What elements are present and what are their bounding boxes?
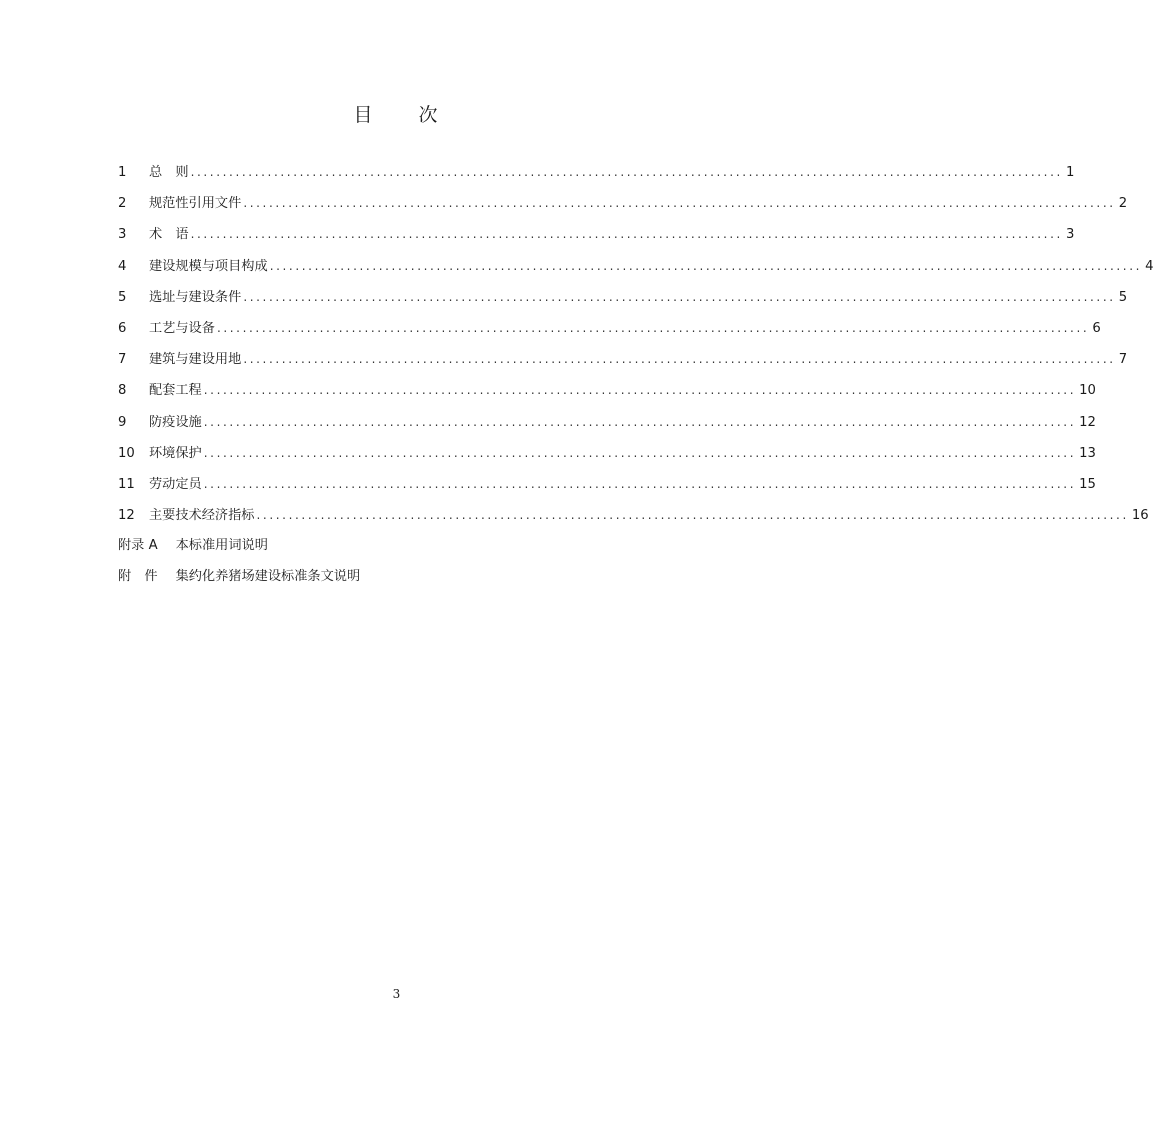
appendix-prefix: 附录 A	[118, 538, 158, 554]
table-of-contents	[118, 162, 1153, 599]
toc-entry-label: 总 则	[149, 165, 189, 180]
toc-entry-number: 9	[118, 414, 127, 430]
toc-entry-page: 4	[1145, 258, 1153, 274]
toc-entry-number: 5	[118, 289, 127, 305]
toc-entry-page: 7	[1118, 352, 1128, 368]
page-title	[0, 100, 793, 127]
toc-entry-page: 6	[1092, 320, 1101, 336]
toc-entry-7[interactable]	[118, 349, 1128, 380]
toc-entry-page: 12	[1079, 414, 1096, 430]
toc-entry-label: 环境保护	[149, 445, 202, 461]
toc-leader-dots: ........................................................................................................................................	[203, 476, 1077, 491]
toc-entry-label: 主要技术经济指标	[149, 508, 255, 524]
toc-entry-label: 规范性引用文件	[149, 196, 242, 212]
toc-attachment[interactable]	[118, 567, 675, 598]
toc-entry-label: 防疫设施	[149, 414, 202, 430]
appendix-label: 本标准用词说明	[175, 538, 268, 554]
attachment-prefix: 附 件	[118, 569, 158, 585]
toc-entry-number: 3	[118, 227, 127, 243]
toc-entry-8[interactable]	[118, 380, 1096, 411]
toc-leader-dots: ........................................................................................................................................	[203, 445, 1077, 460]
toc-entry-label: 工艺与设备	[149, 320, 215, 336]
toc-entry-page: 2	[1118, 196, 1128, 212]
toc-entry-page: 15	[1079, 476, 1096, 492]
toc-entry-label: 配套工程	[149, 383, 202, 399]
toc-entry-2[interactable]	[118, 193, 1128, 224]
toc-leader-dots: ........................................................................................................................................	[256, 508, 1129, 523]
toc-entry-number: 6	[118, 320, 127, 336]
toc-entry-label: 劳动定员	[149, 476, 202, 492]
toc-entry-9[interactable]	[118, 412, 1096, 443]
page-title-char-1: 目	[353, 104, 375, 126]
toc-leader-dots: ........................................................................................................................................	[269, 258, 1143, 273]
toc-entry-number: 2	[118, 196, 127, 212]
toc-entry-label: 建筑与建设用地	[149, 352, 242, 368]
toc-entry-number: 1	[118, 165, 127, 180]
toc-entry-number: 4	[118, 258, 127, 274]
toc-entry-10[interactable]	[118, 443, 1096, 474]
toc-entry-12[interactable]	[118, 505, 1149, 536]
page-number: 3	[392, 987, 401, 1001]
toc-leader-dots: ........................................................................................................................................	[190, 227, 1063, 242]
toc-entry-3[interactable]	[118, 224, 1075, 255]
toc-entry-page: 16	[1131, 508, 1149, 524]
toc-leader-dots: ........................................................................................................................................	[216, 320, 1090, 335]
toc-entry-4[interactable]	[118, 256, 1153, 287]
toc-entry-page: 13	[1079, 445, 1096, 461]
toc-entry-page: 3	[1065, 227, 1075, 243]
toc-entry-page: 10	[1079, 383, 1096, 399]
toc-entry-page: 5	[1118, 289, 1128, 305]
toc-entry-number: 11	[118, 476, 135, 492]
toc-entry-number: 10	[118, 445, 135, 461]
toc-leader-dots: ........................................................................................................................................	[243, 196, 1116, 211]
toc-leader-dots: ........................................................................................................................................	[203, 383, 1077, 398]
toc-entry-6[interactable]	[118, 318, 1101, 349]
toc-leader-dots: ........................................................................................................................................	[243, 352, 1116, 367]
toc-leader-dots: ........................................................................................................................................	[190, 165, 1063, 179]
toc-entry-number: 7	[118, 352, 127, 368]
page-title-char-2: 次	[418, 104, 440, 126]
toc-entry-label: 建设规模与项目构成	[149, 258, 268, 274]
toc-leader-dots: ........................................................................................................................................	[203, 414, 1077, 429]
toc-entry-1[interactable]	[118, 162, 1075, 193]
attachment-label: 集约化养猪场建设标准条文说明	[175, 569, 361, 585]
toc-entry-number: 12	[118, 508, 135, 524]
toc-entry-11[interactable]	[118, 474, 1096, 505]
toc-entry-page: 1	[1065, 165, 1075, 180]
toc-entry-number: 8	[118, 383, 127, 399]
toc-entry-label: 术 语	[149, 227, 189, 243]
toc-entry-5[interactable]	[118, 287, 1128, 318]
toc-leader-dots: ........................................................................................................................................	[243, 289, 1116, 304]
toc-appendix-a[interactable]	[118, 536, 675, 567]
toc-entry-label: 选址与建设条件	[149, 289, 242, 305]
